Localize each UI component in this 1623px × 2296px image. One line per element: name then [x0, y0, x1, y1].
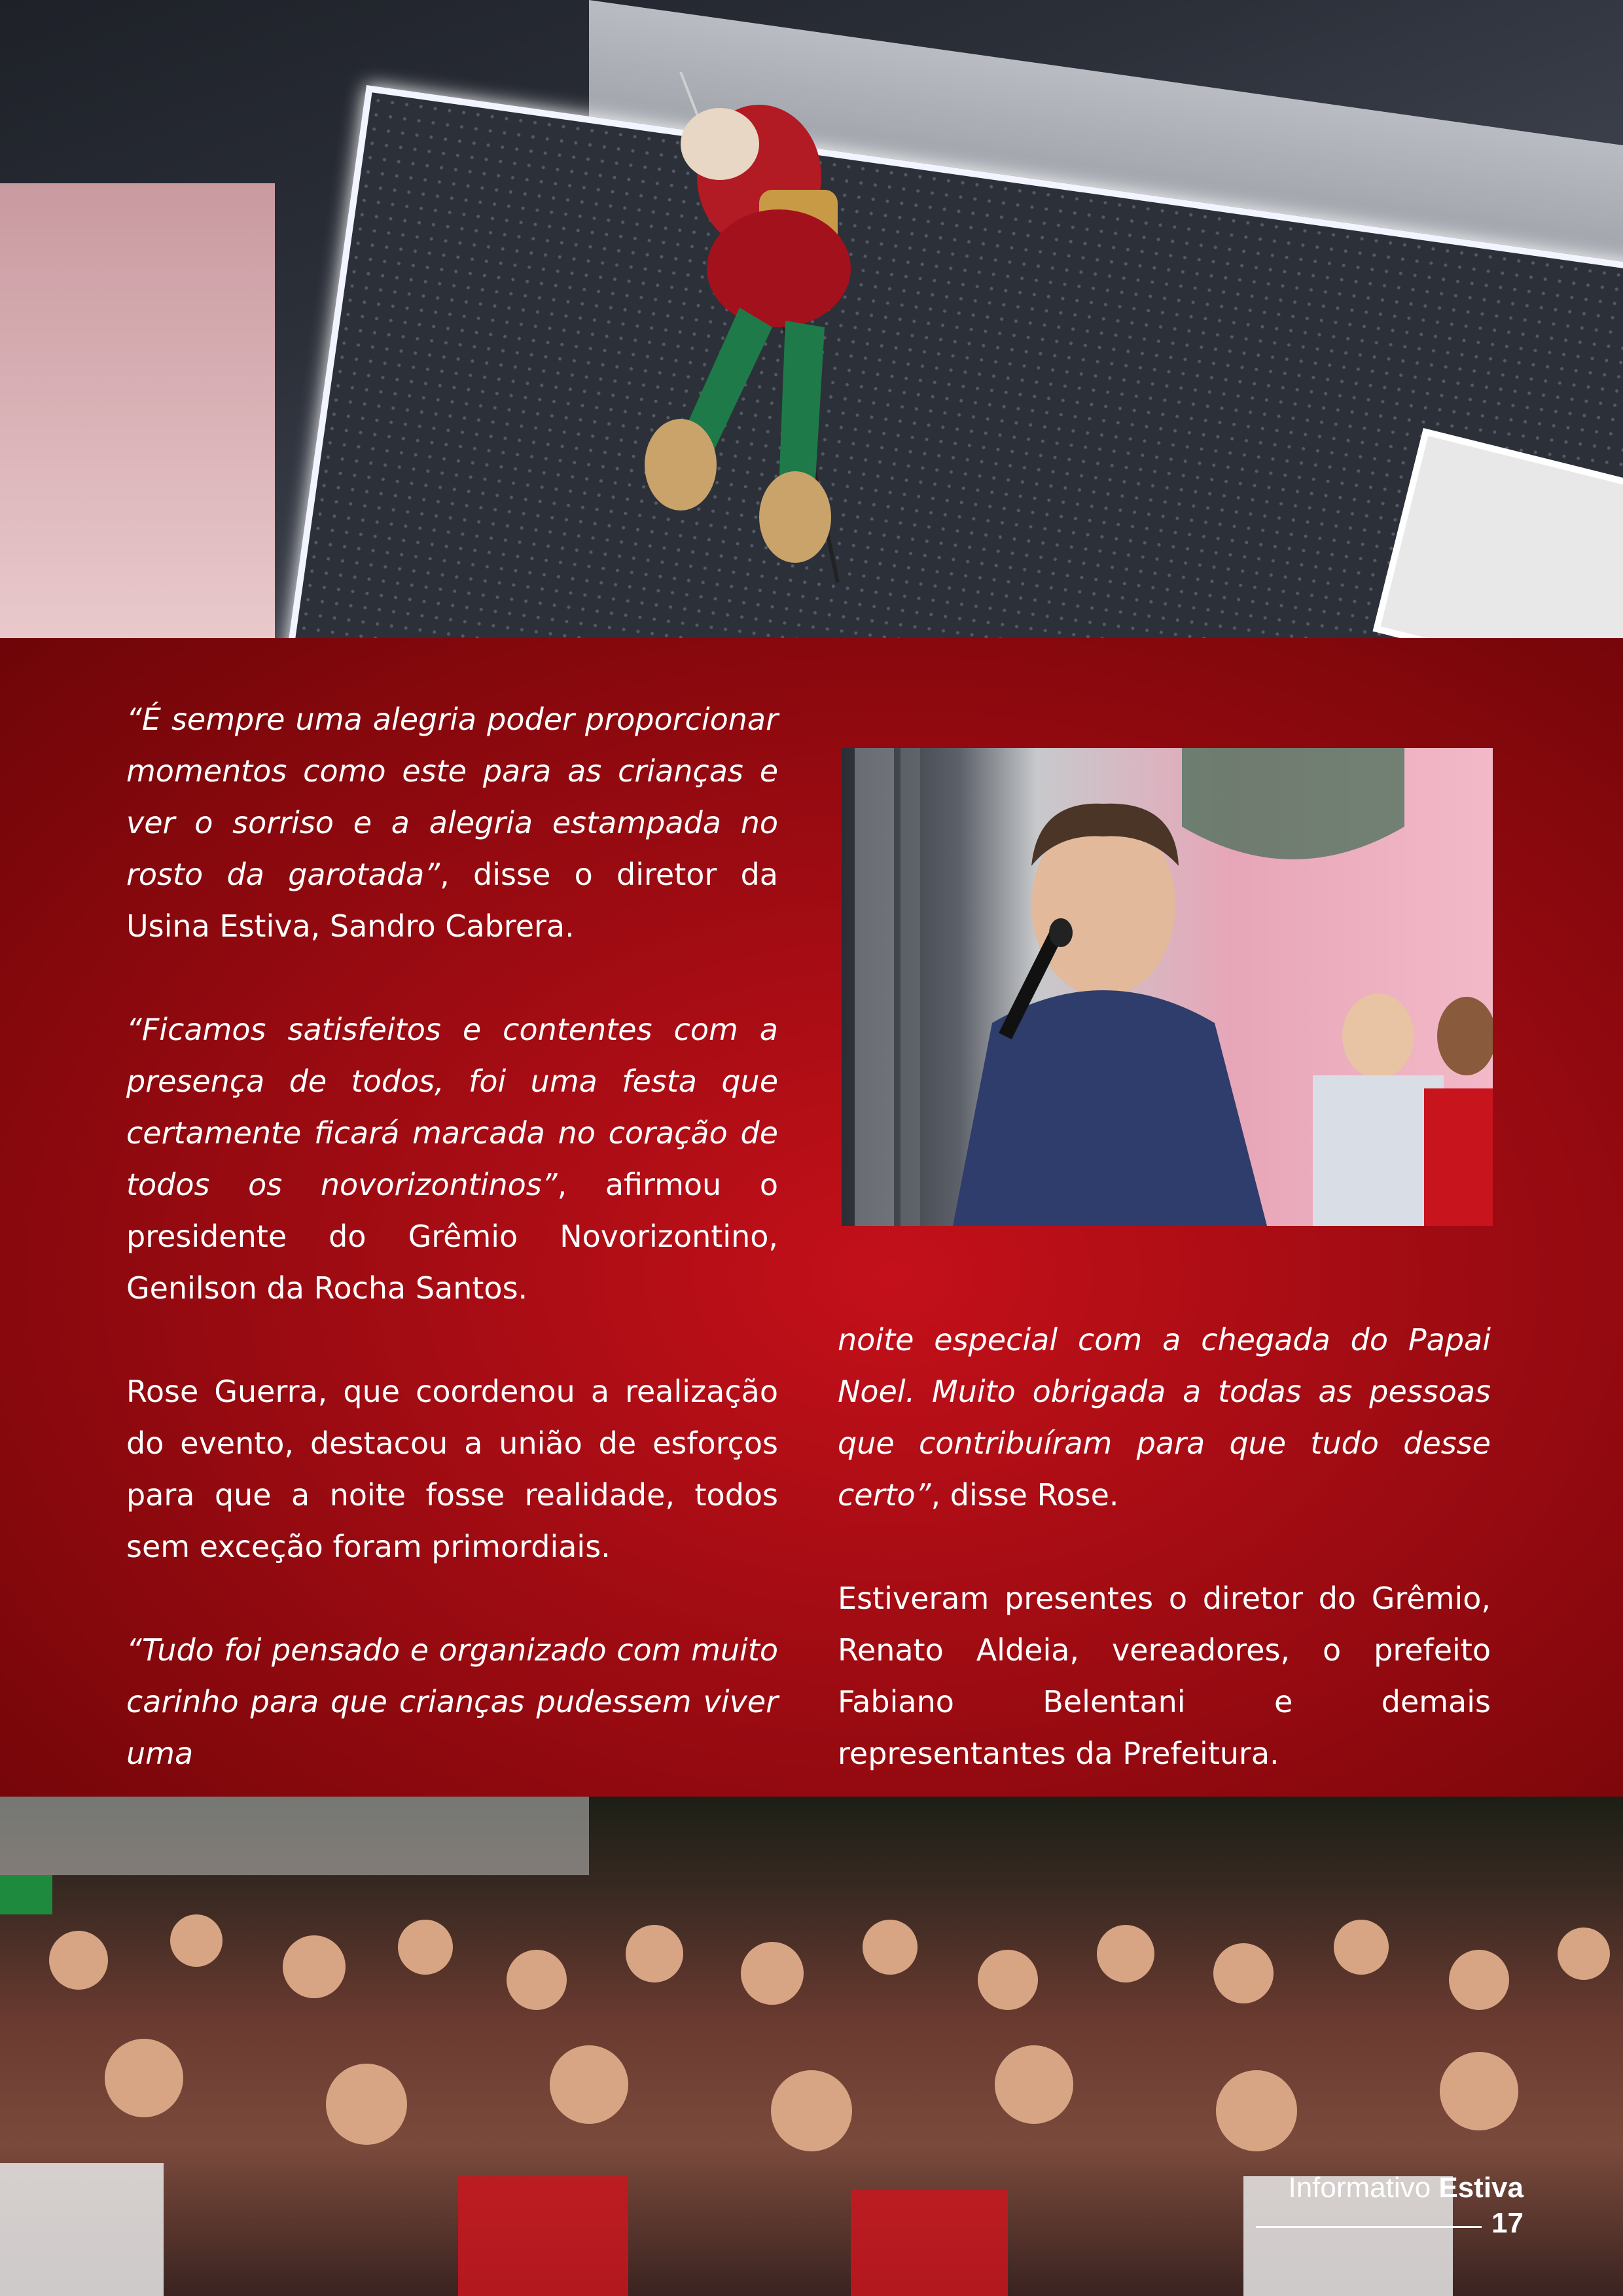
footer-rule [1256, 2226, 1482, 2228]
page-number: 17 [1491, 2207, 1524, 2239]
top-photo [0, 0, 1623, 638]
left-text-column [126, 694, 778, 1831]
pink-wall [0, 183, 275, 638]
crowd-illustration [0, 1797, 1623, 2296]
paragraph-rose-quote-start: “Tudo foi pensado e organizado com muito carinho para que crianças pudessem viver uma [126, 1632, 778, 1771]
paragraph-rose-guerra: Rose Guerra, que coordenou a realização do evento, destacou a união de esforços para que a noite fosse realidade, todos sem exceção foram primordiais. [126, 1374, 778, 1564]
page-footer [1288, 2172, 1524, 2239]
speaker-photo [842, 748, 1493, 1226]
paragraph-sandro-quote: “É sempre uma alegria poder proporcionar momentos como este para as crianças e ver o sorriso e a alegria estampada no rosto da garotada”, disse o diretor da Usina Estiva, Sandro Cabrera. [126, 702, 778, 944]
paragraph-attendees: Estiveram presentes o diretor do Grêmio, Renato Aldeia, vereadores, o prefeito Fabiano Belentani e demais representantes da Prefeitura. [838, 1581, 1491, 1771]
santa-figure [563, 72, 929, 596]
right-text-column [838, 1314, 1491, 1831]
speaker-illustration [842, 748, 1493, 1226]
paragraph-genilson-quote: “Ficamos satisfeitos e contentes com a presença de todos, foi uma festa que certamente ficará marcada no coração de todos os novorizontinos”, afirmou o presidente do Grêmio Novorizontino, Genilson da Rocha Santos. [126, 1012, 778, 1306]
publication-name: Informativo Estiva [1288, 2172, 1524, 2204]
paragraph-rose-quote-end: noite especial com a chegada do Papai Noel. Muito obrigada a todas as pessoas que contribuíram para que tudo desse certo”, disse Rose. [838, 1322, 1491, 1513]
crowd-photo [0, 1797, 1623, 2296]
